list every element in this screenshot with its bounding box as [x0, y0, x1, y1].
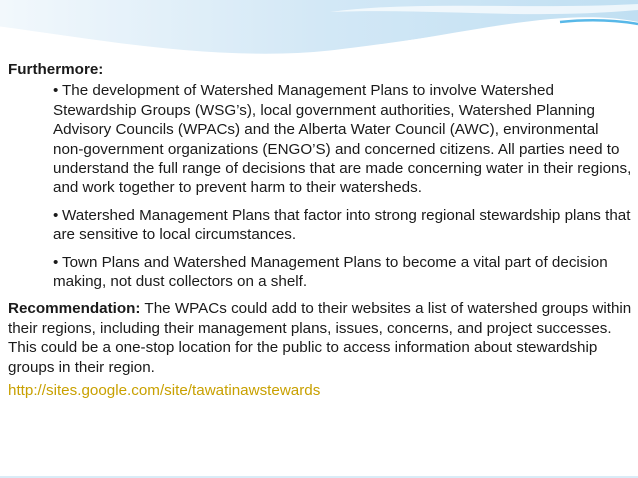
bullet-text: Town Plans and Watershed Management Plans to become a vital part of decision making, not dust collectors on a shelf.	[53, 253, 608, 291]
bullet-glyph: •	[53, 82, 59, 100]
bullet-glyph: •	[53, 206, 59, 224]
website-link[interactable]: http://sites.google.com/site/tawatinawstewards	[8, 382, 321, 400]
bullet-text: Watershed Management Plans that factor into strong regional stewardship plans that are sensitive to local circumstances.	[53, 206, 631, 244]
recommendation-text: The WPACs could add to their websites a list of watershed groups within their regions, including their management plans, issues, concerns, and project successes. This could be a one-stop location for the public to access information about stewardship groups in their region.	[8, 300, 632, 376]
recommendation-paragraph	[8, 299, 632, 377]
bullet-item	[53, 206, 632, 245]
bullet-item	[53, 81, 632, 197]
recommendation-label: Recommendation:	[8, 300, 141, 318]
bullet-text: The development of Watershed Management Plans to involve Watershed Stewardship Groups (WSG’s), local government authorities, Watershed Planning Advisory Councils (WPACs) and the Alberta Water Council (AWC), environmental non-government organizations (ENGO’S) and concerned citizens. All parties need to understand the full range of decisions that are made concerning water in their regions, and work together to prevent harm to their watersheds.	[53, 82, 632, 197]
slide-body	[8, 60, 632, 401]
bullet-glyph: •	[53, 253, 59, 271]
bullet-item	[53, 253, 632, 292]
heading: Furthermore:	[8, 61, 104, 78]
